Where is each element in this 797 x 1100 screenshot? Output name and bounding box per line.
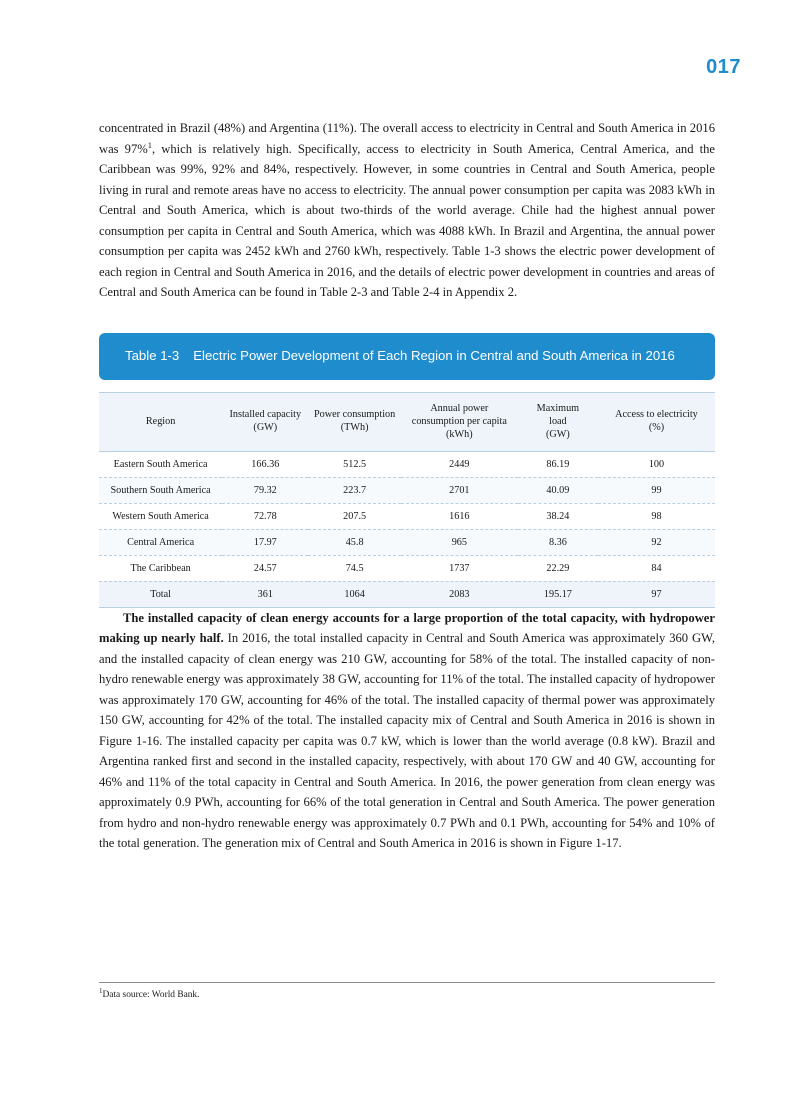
paragraph-1-part1: concentrated in Brazil (48%) and Argentina (11%). The overall access to electricity in Central and South America in 2016 was 97%: [99, 121, 715, 156]
paragraph-2-rest: In 2016, the total installed capacity in Central and South America was approximately 360 GW, and the installed capacity of clean energy was 210 GW, accounting for 58% of the total. The installed capacity of non-hydro renewable energy was approximately 38 GW, accounting for 11% of the total. The installed capacity of hydropower was approximately 170 GW, accounting for 46% of the total. The installed capacity of thermal power was approximately 150 GW, accounting for 42% of the total. The installed capacity mix of Central and South America in 2016 is shown in Figure 1-16. The installed capacity per capita was 0.7 kW, which is lower than the world average (0.8 kW). Brazil and Argentina ranked first and second in the installed capacity, respectively, with about 170 GW and 40 GW, accounting for 46% and 11% of the total capacity in Central and South America. In 2016, the power generation from clean energy was approximately 0.9 PWh, accounting for 66% of the total generation in Central and South America. The power generation from hydro and non-hydro renewable energy was approximately 0.7 PWh and 0.1 PWh, accounting for 54% and 10% of the total generation. The generation mix of Central and South America in 2016 is shown in Figure 1-17.: [99, 631, 715, 850]
table-caption-label: Table 1-3: [125, 347, 180, 363]
cell-power-consumption: 223.7: [308, 477, 400, 503]
cell-power-consumption: 207.5: [308, 503, 400, 529]
footnote-area: [99, 982, 715, 1002]
cell-maximum-load: 8.36: [518, 529, 598, 555]
cell-power-consumption: 512.5: [308, 451, 400, 477]
cell-region: Central America: [99, 529, 222, 555]
footnote-marker-inline: 1: [147, 139, 153, 150]
table-header-consumption-per-capita-line2: consumption per capita: [411, 415, 507, 427]
table-header-region-line1: Region: [145, 415, 176, 427]
cell-maximum-load: 40.09: [518, 477, 598, 503]
cell-region: Total: [99, 581, 222, 607]
table-row: [99, 555, 715, 581]
table-header-installed-capacity-line1: Installed capacity: [229, 409, 302, 420]
table-header-power-consumption-line1: Power consumption: [314, 409, 396, 420]
table-header-access-to-electricity: [598, 392, 715, 451]
table-header-consumption-per-capita-line3: (kWh): [446, 428, 473, 440]
page-number: 017: [706, 56, 741, 78]
cell-maximum-load: 195.17: [518, 581, 598, 607]
table-header-installed-capacity: [222, 392, 308, 451]
cell-installed-capacity: 72.78: [222, 503, 308, 529]
cell-access-to-electricity: 84: [598, 555, 715, 581]
paragraph-2: [99, 608, 715, 854]
table-header-power-consumption-line2: (TWh): [340, 422, 369, 433]
cell-consumption-per-capita: 1616: [401, 503, 518, 529]
cell-consumption-per-capita: 965: [401, 529, 518, 555]
cell-region: Southern South America: [99, 477, 222, 503]
cell-consumption-per-capita: 1737: [401, 555, 518, 581]
table-body: [99, 451, 715, 607]
cell-installed-capacity: 166.36: [222, 451, 308, 477]
table-head: [99, 392, 715, 451]
table-header-access-to-electricity-line1: Access to electricity: [615, 409, 698, 420]
cell-maximum-load: 38.24: [518, 503, 598, 529]
cell-consumption-per-capita: 2449: [401, 451, 518, 477]
paragraph-1-part2: , which is relatively high. Specifically, access to electricity in South America, Central America, and the Caribbean was 99%, 92% and 84%, respectively. However, in some countries in Central and South America, people living in rural and remote areas have no access to electricity. The annual power consumption per capita was 2083 kWh in Central and South America, which is about two-thirds of the world average. Chile had the highest annual power consumption per capita in Central and South America, which was 4088 kWh. In Brazil and Argentina, the annual power consumption per capita was 2452 kWh and 2760 kWh, respectively. Table 1-3 shows the electric power development of each region in Central and South America in 2016, and the details of electric power development in countries and areas of Central and South America can be found in Table 2-3 and Table 2-4 in Appendix 2.: [99, 141, 715, 299]
cell-region: Western South America: [99, 503, 222, 529]
cell-installed-capacity: 24.57: [222, 555, 308, 581]
cell-power-consumption: 45.8: [308, 529, 400, 555]
table-header-row: [99, 392, 715, 451]
cell-power-consumption: 1064: [308, 581, 400, 607]
table-row: [99, 529, 715, 555]
table-row: [99, 451, 715, 477]
page-content: [99, 118, 715, 854]
cell-consumption-per-capita: 2701: [401, 477, 518, 503]
cell-maximum-load: 22.29: [518, 555, 598, 581]
table-header-maximum-load-line2: load: [549, 415, 567, 427]
table-header-power-consumption: [308, 392, 400, 451]
table-header-installed-capacity-line2: (GW): [253, 422, 278, 433]
table-caption-title: Electric Power Development of Each Region in Central and South America in 2016: [193, 347, 675, 363]
footnote-number: 1: [99, 986, 103, 995]
electric-power-development-table: [99, 392, 715, 608]
cell-access-to-electricity: 98: [598, 503, 715, 529]
table-header-consumption-per-capita: [401, 392, 518, 451]
footnote: [99, 986, 715, 1002]
cell-maximum-load: 86.19: [518, 451, 598, 477]
table-header-region: [99, 392, 222, 451]
table-row: [99, 477, 715, 503]
cell-access-to-electricity: 100: [598, 451, 715, 477]
cell-access-to-electricity: 92: [598, 529, 715, 555]
table-header-maximum-load: [518, 392, 598, 451]
paragraph-2-lead: The installed capacity of clean energy accounts for a large proportion of the total capacity, with hydropower making up nearly half.: [99, 610, 715, 645]
cell-access-to-electricity: 99: [598, 477, 715, 503]
cell-consumption-per-capita: 2083: [401, 581, 518, 607]
cell-installed-capacity: 79.32: [222, 477, 308, 503]
table-header-maximum-load-line3: (GW): [546, 428, 570, 440]
table-header-consumption-per-capita-line1: Annual power: [430, 402, 489, 414]
cell-installed-capacity: 17.97: [222, 529, 308, 555]
cell-region: Eastern South America: [99, 451, 222, 477]
footnote-body: Data source: World Bank.: [102, 990, 200, 1000]
cell-power-consumption: 74.5: [308, 555, 400, 581]
table-header-access-to-electricity-line2: (%): [648, 422, 665, 433]
table-caption-bar: [99, 333, 715, 380]
cell-access-to-electricity: 97: [598, 581, 715, 607]
footnote-divider: [99, 982, 715, 983]
cell-region: The Caribbean: [99, 555, 222, 581]
table-row: [99, 503, 715, 529]
cell-installed-capacity: 361: [222, 581, 308, 607]
table-row-total: [99, 581, 715, 607]
table-header-maximum-load-line1: Maximum: [536, 402, 580, 414]
paragraph-1: [99, 118, 715, 303]
